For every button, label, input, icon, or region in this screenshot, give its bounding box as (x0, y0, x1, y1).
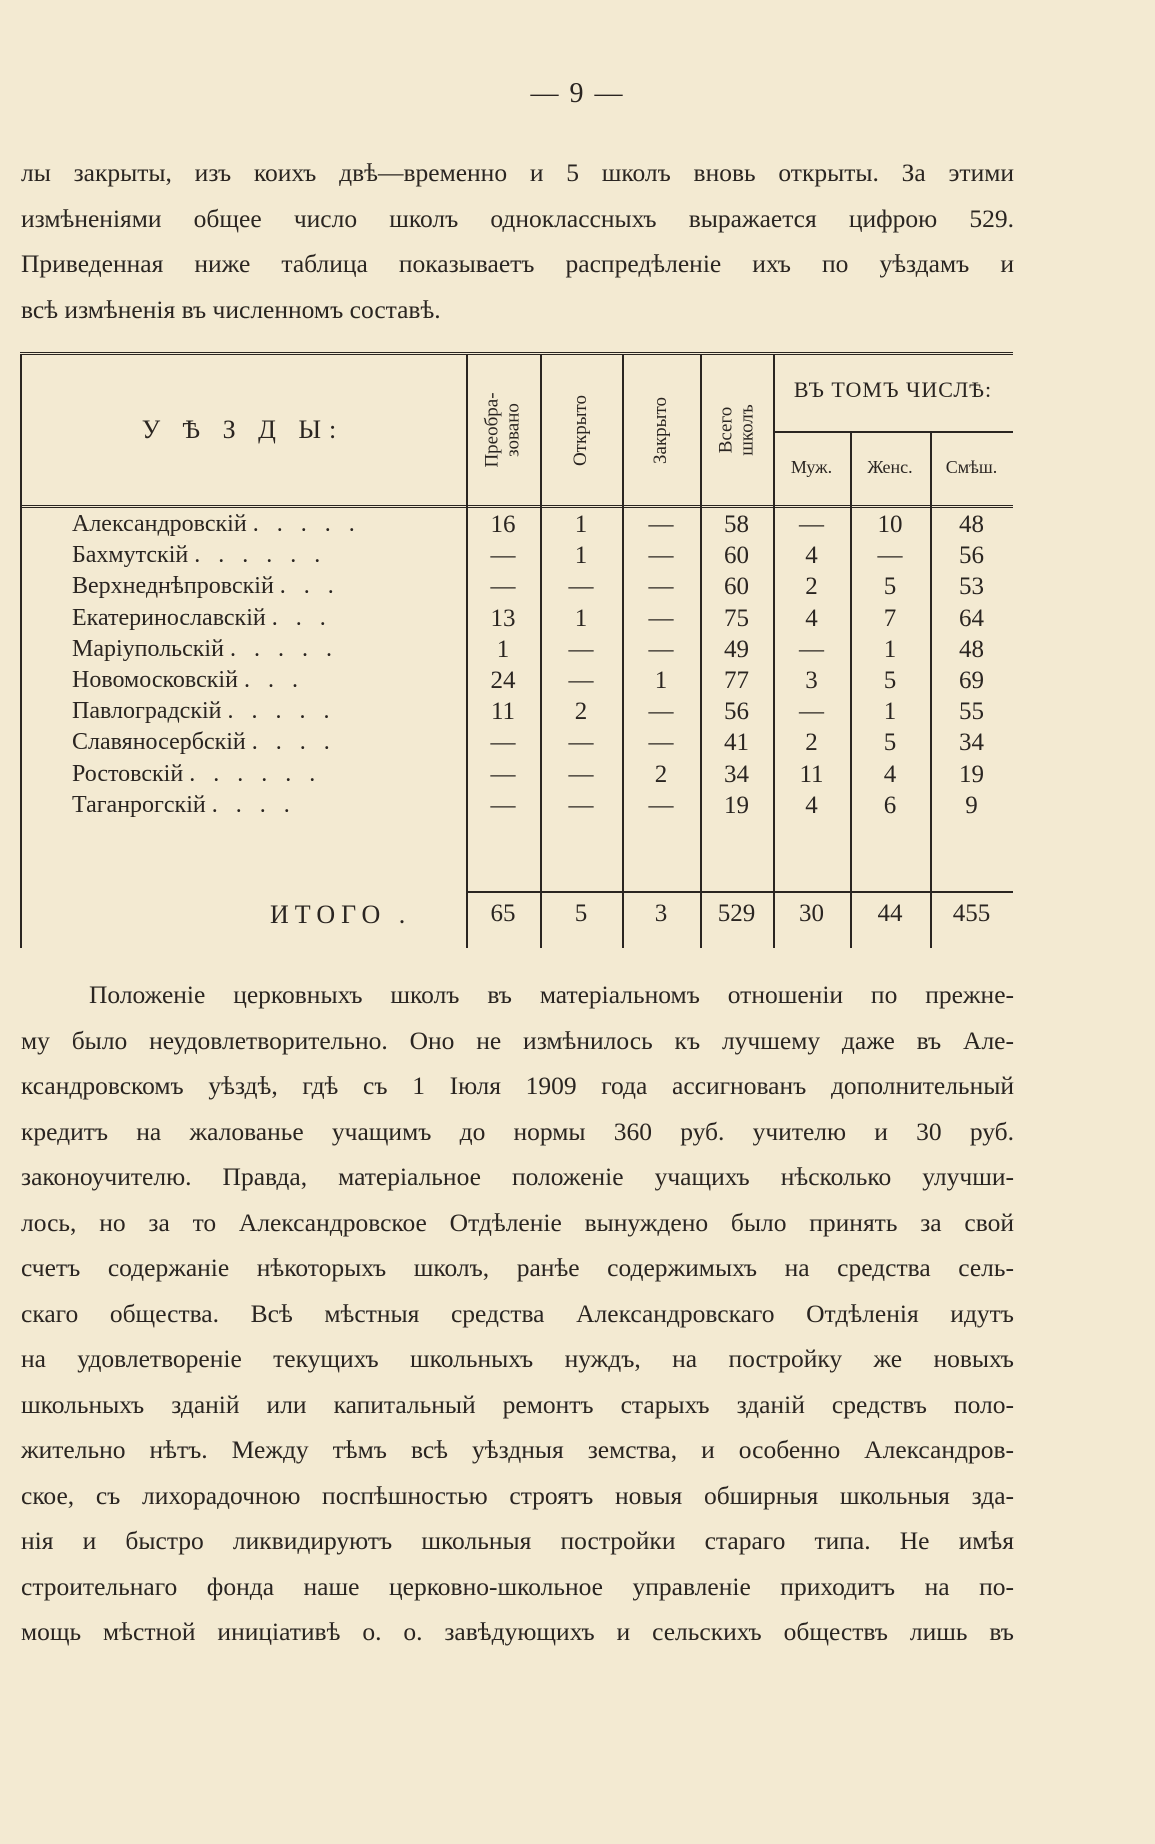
cell-zhens: 10 (877, 511, 903, 538)
uezd-name (72, 667, 472, 694)
header-zakryto (622, 355, 700, 505)
text-line: на удовлетвореніе текущихъ школьныхъ нуждъ, на постройку же новыхъ (21, 1344, 1014, 1373)
cell-smesh: 48 (959, 511, 984, 538)
leader-dots: . . . . . . (189, 760, 322, 787)
cell-zhens: 7 (883, 604, 897, 632)
text-line: ксандровскомъ уѣздѣ, гдѣ съ 1 Іюля 1909 года ассигнованъ дополнительный (21, 1071, 1014, 1100)
cell-zhens: — (877, 542, 903, 570)
cell-zhens: 1 (883, 635, 897, 663)
header-label: Преобра- зовано (482, 392, 524, 468)
cell-zakryto: — (648, 542, 674, 570)
cell-otkryto: — (568, 573, 594, 601)
cell-otkryto: — (568, 791, 594, 819)
uezd-label: Ростовскій (72, 760, 184, 787)
cell-smesh: 64 (959, 604, 984, 632)
leader-dots: . . . . . . (194, 542, 327, 569)
uezd-name (72, 698, 472, 725)
cell-zhens: 1 (883, 698, 897, 726)
text-line: жительно нѣтъ. Между тѣмъ всѣ уѣздныя земства, и особенно Александров- (21, 1435, 1014, 1464)
cell-vsego: 41 (724, 729, 749, 757)
cell-muzh: — (799, 511, 824, 538)
text-line: счетъ содержаніе нѣкоторыхъ школъ, ранѣе содержимыхъ на средства сель- (21, 1253, 1014, 1282)
cell-otkryto: — (568, 635, 594, 663)
header-label: Открыто (570, 394, 592, 466)
header-group: ВЪ ТОМЪ ЧИСЛѢ: (793, 377, 993, 402)
schools-table (20, 352, 1013, 948)
cell-muzh: 4 (805, 542, 818, 570)
cell-muzh: 2 (805, 729, 818, 757)
leader-dots: . . . . (211, 791, 296, 818)
text-line: му было неудовлетворительно. Оно не измѣнилось къ лучшему даже въ Але- (21, 1025, 1014, 1055)
header-zhens: Женс. (867, 457, 913, 477)
cell-zakryto: — (648, 729, 674, 757)
cell-preobrazovano: 16 (490, 511, 516, 538)
uezd-name (72, 792, 472, 819)
header-smesh: Смѣш. (945, 457, 998, 477)
cell-zakryto: 1 (654, 667, 668, 694)
total-vsego: 529 (717, 900, 756, 927)
cell-muzh: — (799, 698, 824, 726)
text-line: школьныхъ зданій или капитальный ремонтъ старыхъ зданій средствъ поло- (21, 1389, 1014, 1419)
cell-vsego: 77 (724, 667, 749, 694)
cell-smesh: 69 (959, 667, 984, 694)
cell-preobrazovano: — (490, 760, 516, 788)
table-rule (466, 891, 1013, 893)
cell-zhens: 4 (883, 760, 897, 788)
total-zhens: 44 (877, 900, 903, 927)
cell-vsego: 60 (724, 573, 749, 601)
cell-zakryto: — (648, 635, 674, 663)
cell-vsego: 58 (724, 511, 749, 538)
text-line: строительнаго фонда наше церковно-школьное управленіе приходитъ на по- (21, 1571, 1014, 1601)
cell-otkryto: 1 (574, 511, 588, 538)
leader-dots: . . . (271, 604, 332, 631)
uezd-name (72, 729, 472, 756)
header-uezdy: У Ѣ З Д Ы: (141, 415, 345, 444)
cell-preobrazovano: 1 (496, 635, 510, 663)
cell-preobrazovano: — (490, 542, 516, 570)
uezd-label: Таганрогскій (72, 791, 206, 818)
uezd-name (72, 542, 472, 569)
total-muzh: 30 (799, 900, 824, 927)
header-otkryto (540, 355, 622, 505)
cell-muzh: 4 (805, 791, 818, 819)
cell-zakryto: — (648, 573, 674, 601)
text-line: законоучителю. Правда, матеріальное положеніе учащихъ нѣсколько улучши- (21, 1162, 1014, 1191)
cell-otkryto: 1 (574, 542, 588, 570)
uezd-name (72, 636, 472, 663)
cell-muzh: 11 (799, 760, 824, 788)
text-line: ское, съ лихорадочною поспѣшностью строятъ новыя обширныя школьныя зда- (21, 1480, 1014, 1510)
header-label: Закрыто (650, 396, 672, 464)
text-line: лы закрыты, изъ коихъ двѣ—временно и 5 школъ вновь открыты. За этими (21, 158, 1014, 187)
cell-vsego: 75 (724, 604, 749, 632)
cell-smesh: 55 (959, 698, 984, 726)
cell-preobrazovano: — (490, 729, 516, 757)
cell-smesh: 53 (959, 573, 984, 601)
cell-zakryto: 2 (654, 760, 668, 788)
text-line: Положеніе церковныхъ школъ въ матеріальномъ отношеніи по прежне- (89, 980, 1014, 1009)
uezd-label: Славяносербскій (72, 729, 246, 756)
text-line: кредитъ на жалованье учащимъ до нормы 360 руб. учителю и 30 руб. (21, 1116, 1014, 1146)
cell-vsego: 34 (724, 760, 749, 788)
leader-dots: . . . (279, 573, 340, 600)
uezd-label: Верхнеднѣпровскій (72, 573, 274, 600)
header-vsego (700, 355, 773, 505)
cell-zakryto: — (648, 604, 674, 632)
cell-zhens: 5 (883, 573, 897, 601)
cell-zakryto: — (648, 511, 674, 538)
text-line: скаго общества. Всѣ мѣстныя средства Александровскаго Отдѣленія идутъ (21, 1298, 1014, 1328)
total-label: ИТОГО . (270, 900, 412, 929)
cell-smesh: 48 (959, 635, 984, 663)
body-paragraph (21, 972, 1014, 1655)
cell-otkryto: 2 (574, 698, 588, 726)
uezd-label: Александровскій (72, 511, 247, 537)
uezd-label: Бахмутскій (72, 542, 189, 569)
cell-smesh: 9 (965, 791, 978, 819)
cell-otkryto: 1 (574, 604, 588, 632)
text-line: мощь мѣстной иниціативѣ о. о. завѣдующихъ и сельскихъ обществъ лишь въ (21, 1617, 1014, 1646)
cell-muzh: 3 (805, 667, 818, 694)
uezd-label: Маріупольскій (72, 635, 224, 662)
table-rule (773, 431, 1013, 433)
uezd-label: Новомосковскій (72, 667, 238, 693)
text-line: измѣненіями общее число школъ одноклассныхъ выражается цифрою 529. (21, 203, 1014, 233)
total-preobrazovano: 65 (490, 900, 516, 927)
uezd-label: Екатеринославскій (72, 604, 266, 631)
text-line: лось, но за то Александровское Отдѣленіе вынуждено было принять за свой (21, 1207, 1014, 1237)
cell-smesh: 19 (959, 760, 984, 788)
total-otkryto: 5 (574, 900, 588, 927)
leader-dots: . . . (243, 667, 304, 693)
cell-otkryto: — (568, 760, 594, 788)
cell-muzh: 2 (805, 573, 818, 601)
cell-zhens: 6 (883, 791, 897, 819)
uezd-name (72, 605, 472, 632)
header-muzh: Муж. (790, 457, 833, 477)
cell-smesh: 56 (959, 542, 984, 570)
text-line: Приведенная ниже таблица показываетъ распредѣленіе ихъ по уѣздамъ и (21, 249, 1014, 278)
cell-otkryto: — (568, 729, 594, 757)
page-number: — 9 — (530, 78, 625, 109)
intro-paragraph (21, 150, 1014, 332)
leader-dots: . . . . . (227, 698, 336, 725)
total-zakryto: 3 (654, 900, 668, 927)
cell-preobrazovano: 24 (490, 667, 516, 694)
table-rule (20, 505, 1013, 508)
text-line: нія и быстро ликвидируютъ школьныя постройки стараго типа. Не имѣя (21, 1526, 1014, 1555)
cell-preobrazovano: — (490, 791, 516, 819)
cell-vsego: 19 (724, 791, 749, 819)
header-preobrazovano (466, 355, 540, 505)
uezd-name (72, 761, 472, 788)
uezd-name (72, 573, 472, 600)
cell-otkryto: — (568, 667, 594, 694)
cell-zakryto: — (648, 791, 674, 819)
leader-dots: . . . . . (229, 635, 338, 662)
text-line: всѣ измѣненія въ численномъ составѣ. (21, 294, 441, 324)
cell-preobrazovano: — (490, 573, 516, 601)
leader-dots: . . . . . (252, 511, 361, 537)
cell-vsego: 49 (724, 635, 749, 663)
cell-smesh: 34 (959, 729, 984, 757)
total-smesh: 455 (952, 900, 991, 927)
cell-zhens: 5 (883, 729, 897, 757)
cell-vsego: 56 (724, 698, 749, 726)
uezd-label: Павлоградскій (72, 698, 222, 725)
cell-zhens: 5 (883, 667, 897, 694)
uezd-name (72, 511, 472, 538)
cell-zakryto: — (648, 698, 674, 726)
cell-muzh: — (799, 635, 824, 663)
header-label: Всего школъ (715, 404, 758, 456)
leader-dots: . . . . (251, 729, 336, 756)
cell-muzh: 4 (805, 604, 818, 632)
cell-preobrazovano: 11 (490, 698, 516, 726)
cell-preobrazovano: 13 (490, 604, 516, 632)
cell-vsego: 60 (724, 542, 749, 570)
